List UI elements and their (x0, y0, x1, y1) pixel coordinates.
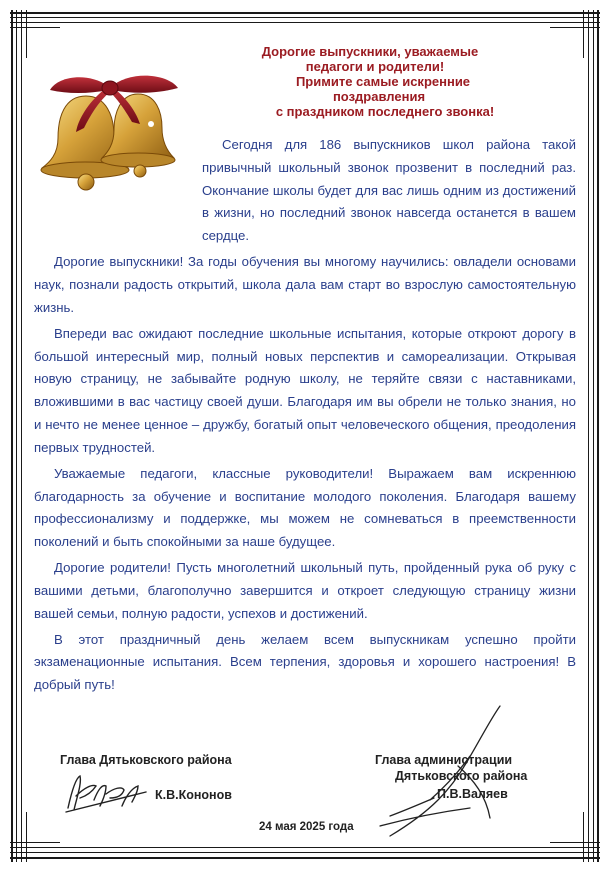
paragraph-4: Уважаемые педагоги, классные руководители! Выражаем вам искреннюю благодарность за обучение и воспитание молодого поколения. Благодаря вашему профессионализму и поддержке, мы можем не сомневаться в преемственности поколений и быть спокойными за наше будущее. (34, 465, 576, 550)
header-line-2: педагоги и родители! (305, 59, 445, 74)
frame-line-right-2 (593, 10, 594, 862)
frame-line-left-2 (16, 10, 17, 862)
letter-body (34, 134, 576, 700)
paragraph-5: Дорогие родители! Пусть многолетний школьный путь, пройденный рука об руку с вашими детьми, благополучно завершится и откроет следующую страницу жизни вашей семьи, полную радости, успехов и достижений. (34, 560, 576, 621)
frame-line-right-1 (588, 10, 589, 862)
frame-corner-tr-v (583, 10, 584, 58)
frame-line-top-1 (10, 12, 600, 14)
header-line-4: поздравления (332, 89, 426, 104)
paragraph-1: Сегодня для 186 выпускников школ района такой привычный школьный звонок прозвенит в последний раз. Окончание школы будет для вас лишь одним из достижений в жизни, но последний звонок навсегда останется в вашем сердце. (202, 137, 576, 244)
frame-corner-tl-h (10, 27, 60, 28)
right-signatory-name: П.В.Валяев (437, 787, 508, 801)
right-signatory-title-2: Дятьковского района (395, 769, 528, 783)
frame-line-bottom-3 (10, 857, 600, 859)
frame-corner-bl-v (26, 812, 27, 862)
frame-line-left-3 (21, 10, 22, 862)
frame-line-right-3 (597, 10, 599, 862)
header-line-5: с праздником последнего звонка! (275, 104, 495, 119)
frame-line-top-3 (10, 22, 600, 23)
frame-corner-bl-h (10, 842, 60, 843)
greeting-header (200, 44, 540, 119)
signature-left-icon (62, 770, 152, 821)
paragraph-3: Впереди вас ожидают последние школьные испытания, которые откроют дорогу в большой интересный мир, полный новых перспектив и самореализации. Открывая новую страницу, не забывайте родную школу, не теряйте связи с наставниками, вложившими в вас частицу своей души. Благодаря им вы обрели не только знания, но и нечто не менее ценное – дружбу, богатый опыт человеческого общения, преодоления первых трудностей. (34, 325, 576, 455)
letter-date: 24 мая 2025 года (259, 821, 354, 833)
left-signatory-name: К.В.Кононов (155, 788, 232, 802)
header-line-3: Примите самые искренние (295, 74, 471, 89)
frame-corner-tl-v (26, 10, 27, 58)
paragraph-2: Дорогие выпускники! За годы обучения вы многому научились: овладели основами наук, познали радость открытий, школа дала вам старт во взрослую самостоятельную жизнь. (34, 254, 576, 315)
paragraph-6: В этот праздничный день желаем всем выпускникам успешно пройти экзаменационные испытания. Всем терпения, здоровья и хорошего настроения! В добрый путь! (34, 631, 576, 693)
left-signatory-title: Глава Дятьковского района (60, 753, 232, 767)
header-line-1: Дорогие выпускники, уважаемые (261, 44, 479, 59)
signature-right-icon (350, 700, 530, 855)
right-signatory-title-1: Глава администрации (375, 753, 513, 767)
frame-line-left-1 (11, 10, 13, 862)
frame-corner-br-h (550, 842, 600, 843)
frame-corner-br-v (583, 812, 584, 862)
frame-corner-tr-h (550, 27, 600, 28)
frame-line-top-2 (10, 17, 600, 18)
